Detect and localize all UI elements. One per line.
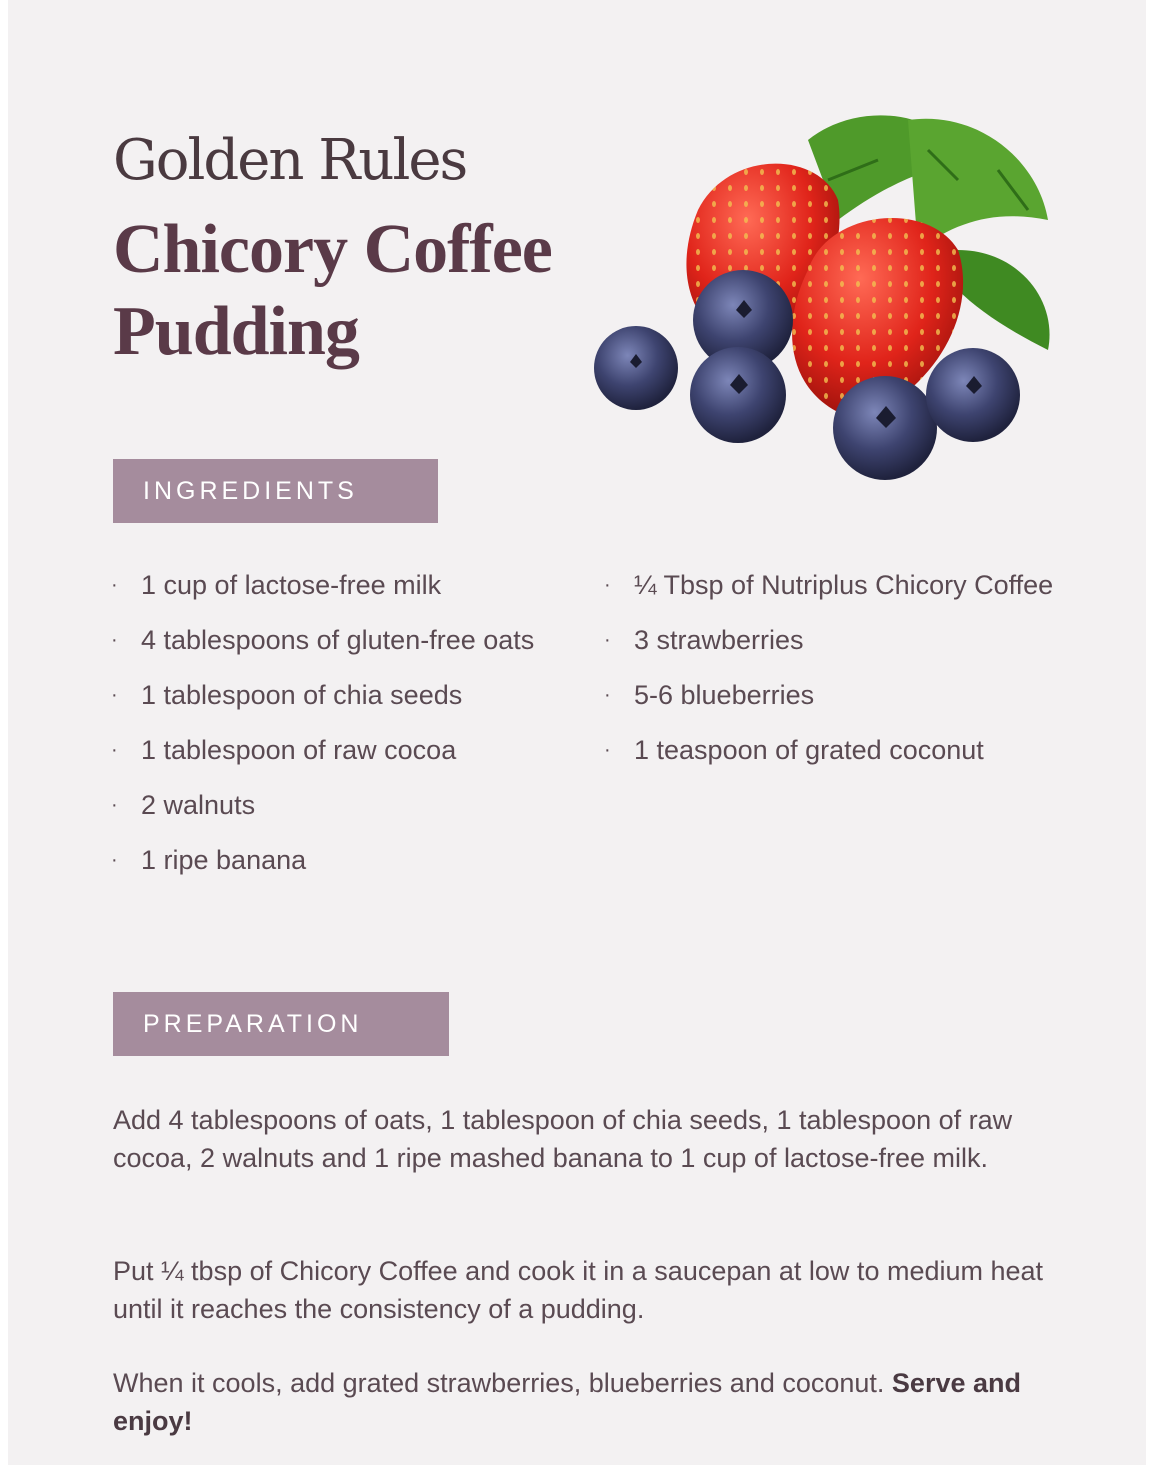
preparation-step-1: Add 4 tablespoons of oats, 1 tablespoon of chia seeds, 1 tablespoon of raw cocoa, 2 walnuts and 1 ripe mashed banana to 1 cup of lactose-free milk. — [113, 1105, 1013, 1173]
list-item: · 1 tablespoon of raw cocoa — [111, 735, 457, 765]
list-item: · 1 teaspoon of grated coconut — [604, 735, 984, 765]
list-item: · 4 tablespoons of gluten-free oats — [111, 625, 535, 655]
serve-text: Serve and enjoy! — [113, 1368, 1021, 1436]
recipe-card — [8, 0, 1146, 1465]
blueberry-icon — [690, 347, 786, 443]
ingredients-list-left — [111, 567, 541, 897]
preparation-step-2: Put ¼ tbsp of Chicory Coffee and cook it in a saucepan at low to medium heat until it reaches the consistency of a pudding. — [113, 1256, 1044, 1324]
list-item: · 3 strawberries — [604, 625, 804, 655]
ingredients-list-right — [604, 567, 1074, 787]
berries-image — [578, 100, 1068, 520]
blueberry-icon — [594, 326, 678, 410]
blueberry-icon — [926, 348, 1020, 442]
title-brand: Golden Rules — [113, 128, 467, 193]
list-item: · 2 walnuts — [111, 790, 256, 820]
preparation-step-3: When it cools, add grated strawberries, blueberries and coconut. Serve and enjoy! — [113, 1368, 1021, 1436]
list-item: · 5-6 blueberries — [604, 680, 815, 710]
list-item: · 1 ripe banana — [111, 845, 307, 875]
blueberry-icon — [833, 376, 937, 480]
list-item: · 1 tablespoon of chia seeds — [111, 680, 463, 710]
list-item: · 1 cup of lactose-free milk — [111, 570, 442, 600]
title-recipe-line1: Chicory Coffee — [113, 211, 552, 288]
title-recipe-line2: Pudding — [113, 293, 359, 370]
list-item: · ¼ Tbsp of Nutriplus Chicory Coffee — [604, 570, 1054, 600]
preparation-heading: PREPARATION — [113, 992, 449, 1056]
ingredients-heading: INGREDIENTS — [113, 459, 438, 523]
